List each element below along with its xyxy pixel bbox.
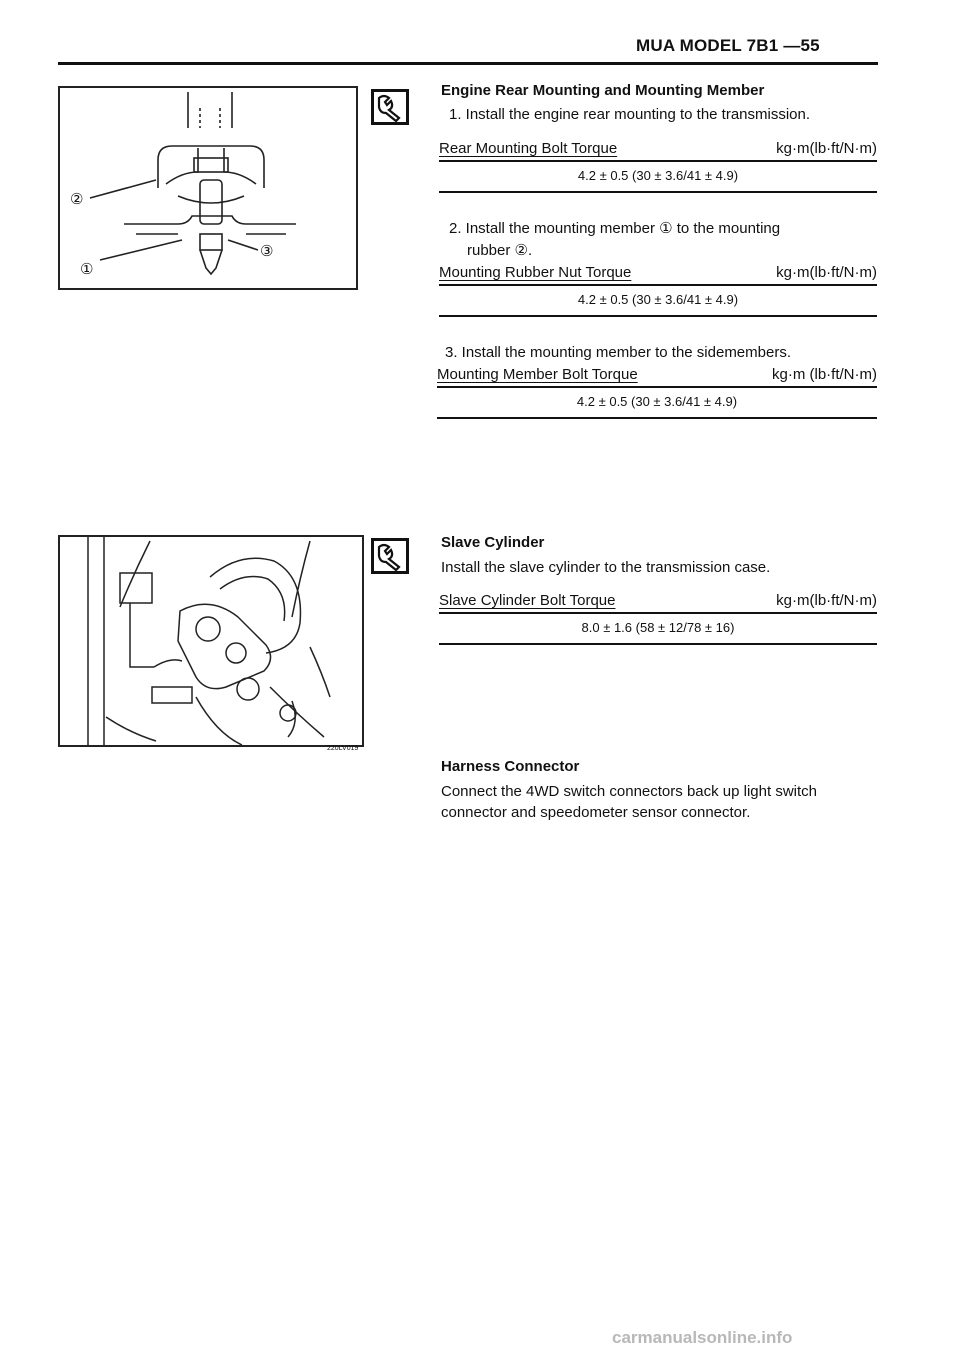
- spec-rule-bottom: [439, 643, 877, 646]
- spec-rule: [437, 386, 877, 388]
- page-header: MUA MODEL 7B1 —55: [636, 36, 820, 55]
- harness-text-line-2: connector and speedometer sensor connector.: [441, 804, 751, 821]
- spec-unit: kg·m(lb·ft/N·m): [776, 264, 877, 281]
- spec-value: 4.2 ± 0.5 (30 ± 3.6/41 ± 4.9): [577, 167, 739, 183]
- spec-label: Mounting Member Bolt Torque: [437, 366, 638, 383]
- spec-unit: kg·m (lb·ft/N·m): [772, 366, 877, 383]
- spec-rule: [439, 284, 877, 286]
- spec-value: 4.2 ± 0.5 (30 ± 3.6/41 ± 4.9): [576, 393, 738, 409]
- figure-slave-cylinder: [58, 535, 364, 747]
- torque-spec-mounting-rubber-nut: [439, 264, 877, 317]
- spec-unit: kg·m(lb·ft/N·m): [776, 140, 877, 157]
- slave-cylinder-text: Install the slave cylinder to the transmission case.: [441, 559, 771, 576]
- spec-label: Mounting Rubber Nut Torque: [439, 264, 632, 281]
- spec-label: Rear Mounting Bolt Torque: [439, 140, 618, 157]
- spec-rule: [439, 160, 877, 162]
- step-2-text-cont: rubber ②.: [467, 242, 533, 259]
- slave-cylinder-illustration: [60, 537, 362, 745]
- spec-value: 4.2 ± 0.5 (30 ± 3.6/41 ± 4.9): [577, 291, 739, 307]
- callout-1: ①: [80, 260, 94, 278]
- spec-rule-bottom: [439, 191, 877, 194]
- torque-spec-slave-cylinder-bolt: [439, 592, 877, 645]
- torque-spec-rear-mounting-bolt: [439, 140, 877, 193]
- spec-rule-bottom: [437, 417, 877, 420]
- callout-2: ②: [70, 190, 84, 208]
- step-1-text: 1. Install the engine rear mounting to the transmission.: [449, 106, 811, 123]
- spec-rule-bottom: [439, 315, 877, 318]
- step-3-text: 3. Install the mounting member to the sidemembers.: [445, 344, 791, 361]
- spec-value: 8.0 ± 1.6 (58 ± 12/78 ± 16): [581, 619, 735, 635]
- section-heading-slave-cylinder: Slave Cylinder: [441, 534, 545, 551]
- figure-code: 220LV019: [327, 745, 359, 752]
- wrench-install-icon: [371, 538, 409, 574]
- spec-unit: kg·m(lb·ft/N·m): [776, 592, 877, 609]
- callout-3: ③: [260, 242, 274, 260]
- header-rule: [58, 62, 878, 65]
- rear-mounting-illustration: [60, 88, 356, 288]
- harness-text-line-1: Connect the 4WD switch connectors back up light switch: [441, 783, 818, 800]
- spec-rule: [439, 612, 877, 614]
- section-heading-rear-mounting: Engine Rear Mounting and Mounting Member: [441, 82, 765, 99]
- wrench-install-icon: [371, 89, 409, 125]
- spec-label: Slave Cylinder Bolt Torque: [439, 592, 616, 609]
- torque-spec-mounting-member-bolt: [437, 366, 877, 419]
- section-heading-harness-connector: Harness Connector: [441, 758, 580, 775]
- figure-rear-mounting: [58, 86, 358, 290]
- step-2-text: 2. Install the mounting member ① to the mounting: [449, 220, 781, 237]
- watermark: carmanualsonline.info: [612, 1328, 793, 1347]
